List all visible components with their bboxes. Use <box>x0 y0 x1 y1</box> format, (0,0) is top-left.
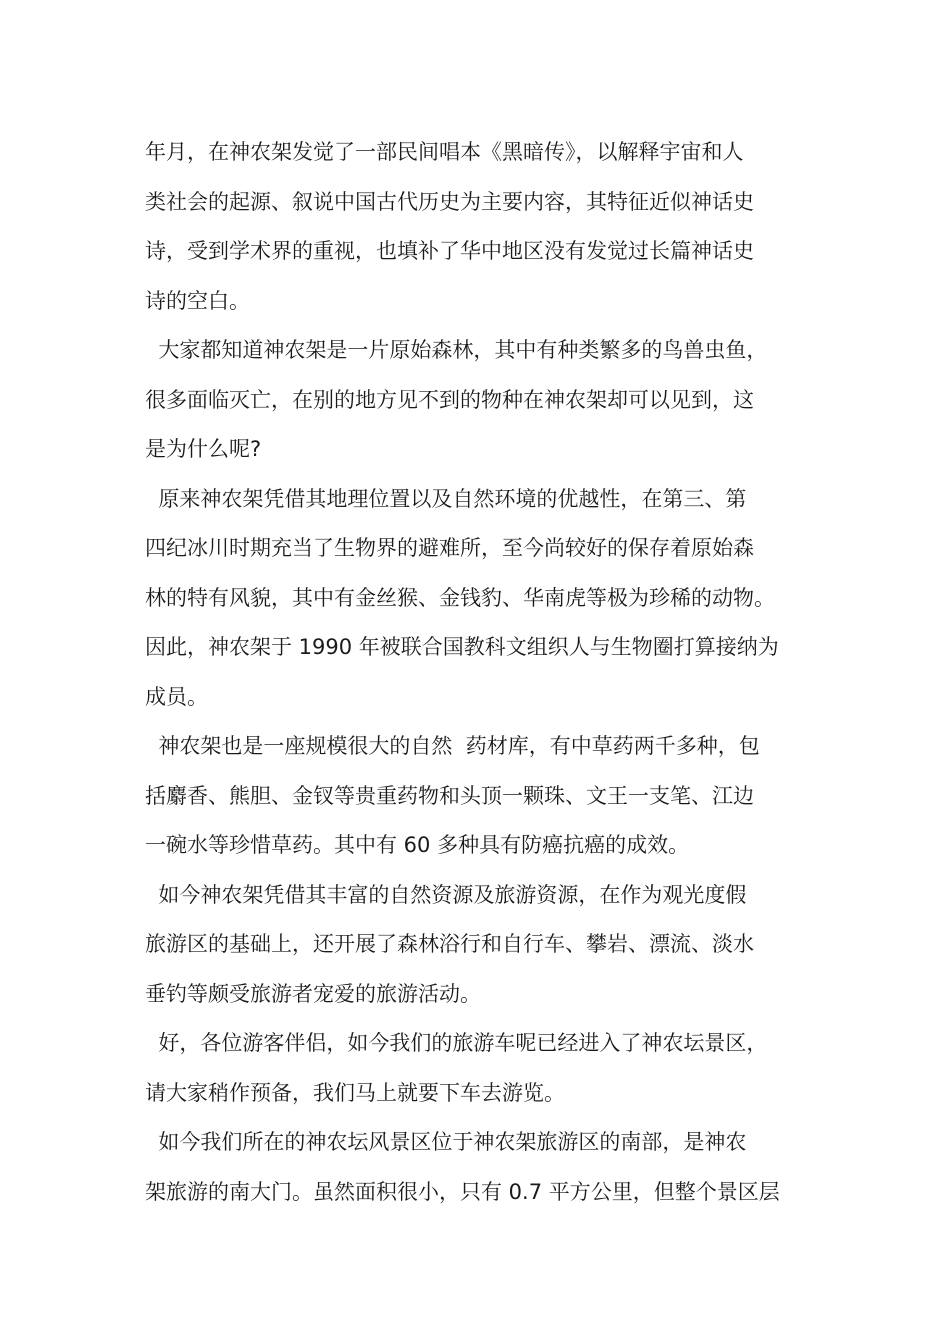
text-line: 林的特有风貌，其中有金丝猴、金钱豹、华南虎等极为珍稀的动物。 <box>145 585 775 610</box>
paragraph-2 <box>145 326 815 475</box>
text-line: 诗的空白。 <box>145 288 250 313</box>
text-line: 大家都知道神农架是一片原始森林，其中有种类繁多的鸟兽虫鱼， <box>145 338 768 362</box>
text-line: 如今我们所在的神农坛风景区位于神农架旅游区的南部，是神农 <box>145 1130 747 1154</box>
text-line: 好，各位游客伴侣，如今我们的旅游车呢已经进入了神农坛景区， <box>145 1031 768 1055</box>
text-line: 类社会的起源、叙说中国古代历史为主要内容，其特征近似神话史 <box>145 189 754 214</box>
paragraph-5 <box>145 871 815 1020</box>
paragraph-6 <box>145 1019 815 1118</box>
text-line: 很多面临灭亡，在别的地方见不到的物种在神农架却可以见到，这 <box>145 387 754 412</box>
text-line: 括麝香、熊胆、金钗等贵重药物和头顶一颗珠、文王一支笔、江边 <box>145 783 754 808</box>
paragraph-3 <box>145 475 815 723</box>
text-line: 如今神农架凭借其丰富的自然资源及旅游资源，在作为观光度假 <box>145 882 747 907</box>
paragraph-1 <box>145 128 815 326</box>
paragraph-7 <box>145 1118 815 1217</box>
text-line: 四纪冰川时期充当了生物界的避难所，至今尚较好的保存着原始森 <box>145 536 754 560</box>
text-line: 诗，受到学术界的重视，也填补了华中地区没有发觉过长篇神话史 <box>145 239 754 263</box>
text-line: 垂钓等颇受旅游者宠爱的旅游活动。 <box>145 981 481 1006</box>
document-body <box>145 128 815 1217</box>
text-line: 旅游区的基础上，还开展了森林浴行和自行车、攀岩、漂流、淡水 <box>145 932 754 956</box>
text-line: 因此，神农架于 1990 年被联合国教科文组织人与生物圈打算接纳为 <box>145 635 779 659</box>
text-line: 请大家稍作预备，我们马上就要下车去游览。 <box>145 1080 565 1105</box>
paragraph-4 <box>145 722 815 871</box>
text-line: 成员。 <box>145 684 208 709</box>
text-line: 架旅游的南大门。虽然面积很小，只有 0.7 平方公里，但整个景区层 <box>145 1179 780 1204</box>
text-line: 神农架也是一座规模很大的自然 药材库，有中草药两千多种，包 <box>145 734 760 758</box>
text-line: 一碗水等珍惜草药。其中有 60 多种具有防癌抗癌的成效。 <box>145 833 690 857</box>
text-line: 原来神农架凭借其地理位置以及自然环境的优越性，在第三、第 <box>145 486 747 511</box>
text-line: 是为什么呢? <box>145 437 262 461</box>
text-line: 年月，在神农架发觉了一部民间唱本《黑暗传》，以解释宇宙和人 <box>145 140 744 164</box>
